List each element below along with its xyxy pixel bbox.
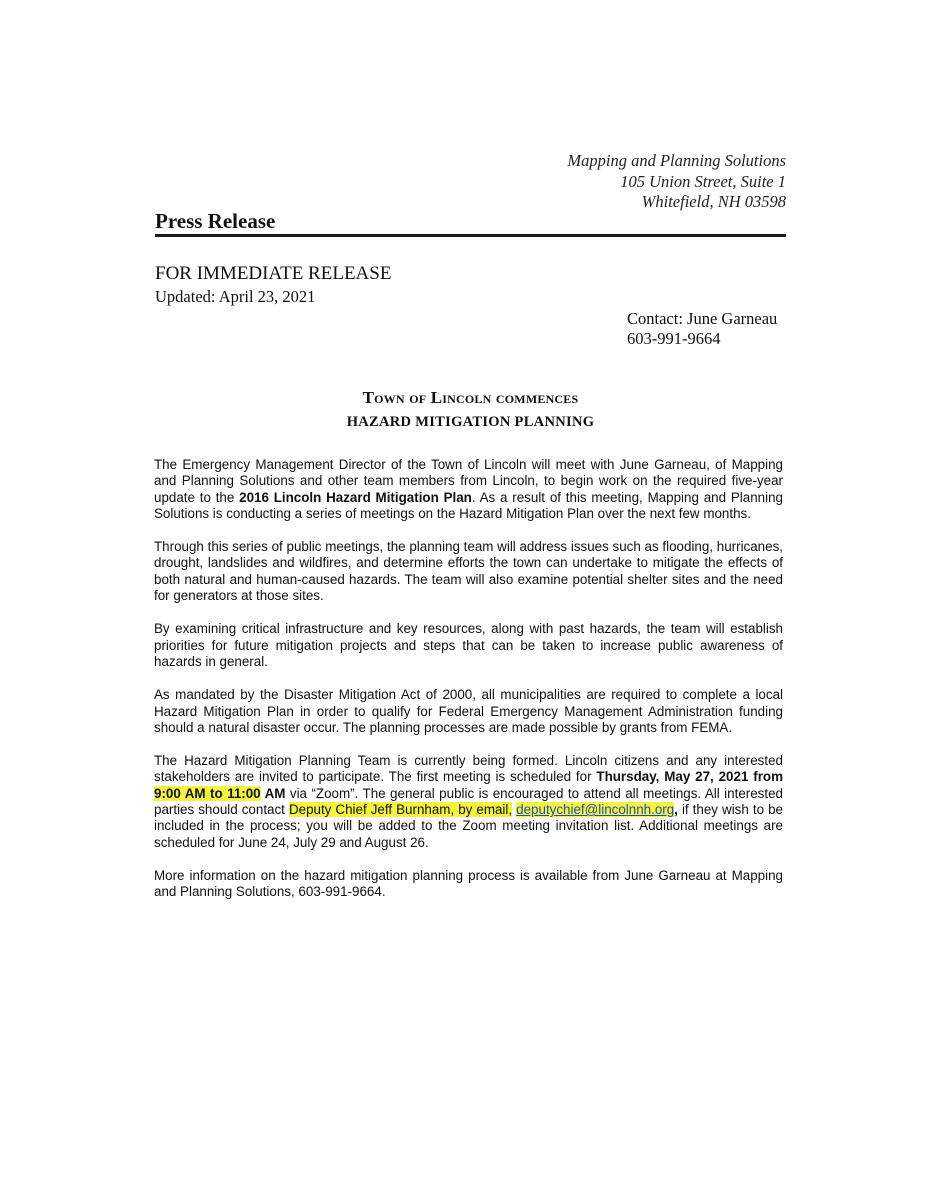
email-comma: , bbox=[674, 802, 678, 818]
contact-phone: 603-991-9664 bbox=[627, 329, 721, 348]
paragraph-1 bbox=[154, 457, 783, 522]
p5-text-3: if they wish to be included in the process; you will be added to the Zoom meeting invitation list. Additional meetings are scheduled for June 24, July 29 and August 26. bbox=[154, 802, 783, 850]
release-label: FOR IMMEDIATE RELEASE bbox=[155, 263, 392, 284]
paragraph-2: Through this series of public meetings, the planning team will address issues such as flooding, hurricanes, drought, landslides and wildfires, and determine efforts the town can undertake to mitigate the effects of both natural and human-caused hazards. The team will also examine potential shelter sites and the need for generators at those sites. bbox=[154, 539, 783, 604]
contact-name: Contact: June Garneau bbox=[627, 309, 778, 328]
plan-name: 2016 Lincoln Hazard Mitigation Plan bbox=[239, 489, 472, 505]
meeting-date: Thursday, May 27, 2021 from bbox=[596, 769, 783, 785]
paragraph-3: By examining critical infrastructure and key resources, along with past hazards, the team will establish priorities for future mitigation projects and steps that can be taken to increase public awareness of hazards in general. bbox=[154, 621, 783, 669]
updated-date: Updated: April 23, 2021 bbox=[155, 287, 316, 306]
document-title: Town of Lincoln commences bbox=[362, 388, 579, 407]
heading-divider bbox=[155, 234, 786, 237]
sender-street: 105 Union Street, Suite 1 bbox=[620, 171, 786, 191]
paragraph-5 bbox=[154, 753, 783, 851]
p1-text-end: . As a result of this meeting, Mapping and Planning Solutions is conducting a series of meetings on the Hazard Mitigation Plan over the next few months. bbox=[154, 489, 783, 521]
release-body bbox=[154, 457, 783, 918]
sender-company: Mapping and Planning Solutions bbox=[567, 151, 786, 170]
paragraph-6: More information on the hazard mitigation planning process is available from June Garneau at Mapping and Planning Solutions, 603-991-9664. bbox=[154, 867, 783, 900]
contact-highlight: Deputy Chief Jeff Burnham, by email, bbox=[288, 802, 513, 818]
email-link[interactable]: deputychief@lincolnnh.org bbox=[516, 802, 675, 818]
p5-text: The Hazard Mitigation Planning Team is currently being formed. Lincoln citizens and any interested stakeholders are invited to participate. The first meeting is scheduled for bbox=[154, 753, 783, 785]
page-heading: Press Release bbox=[155, 209, 276, 233]
contact-block bbox=[627, 309, 777, 349]
meeting-time-highlight: 9:00 AM to 11:00 bbox=[154, 785, 261, 801]
sender-city: Whitefield, NH 03598 bbox=[641, 192, 786, 211]
p5-text-2: via “Zoom”. The general public is encouraged to attend all meetings. All interested parties should contact bbox=[154, 785, 783, 818]
paragraph-4: As mandated by the Disaster Mitigation Act of 2000, all municipalities are required to complete a local Hazard Mitigation Plan in order to qualify for Federal Emergency Management Administration funding should a natural disaster occur. The planning processes are made possible by grants from FEMA. bbox=[154, 687, 783, 735]
document-subtitle: HAZARD MITIGATION PLANNING bbox=[346, 414, 595, 430]
sender-address bbox=[567, 151, 786, 213]
meeting-time-suffix: AM bbox=[260, 785, 286, 801]
p1-text: The Emergency Management Director of the Town of Lincoln will meet with June Garneau, of Mapping and Planning Solutions and other team members from Lincoln, to begin work on the required five-year update to the bbox=[154, 457, 783, 505]
